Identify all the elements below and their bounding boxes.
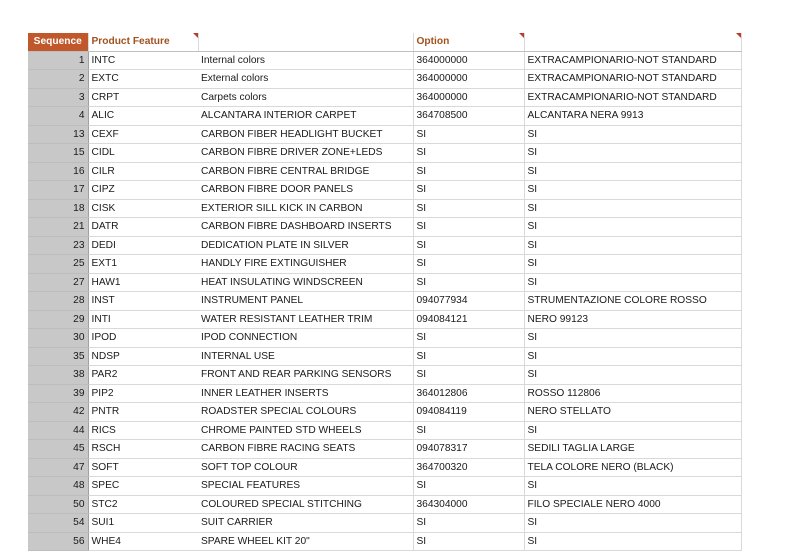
sequence-cell[interactable]: 1 [28, 51, 88, 70]
option-header[interactable] [413, 33, 524, 51]
feature-code-cell[interactable]: WHE4 [88, 532, 198, 551]
sequence-cell[interactable]: 25 [28, 255, 88, 274]
feature-description-cell[interactable]: SUIT CARRIER [198, 514, 413, 533]
table-row [28, 199, 741, 218]
feature-description-cell[interactable]: CARBON FIBER HEADLIGHT BUCKET [198, 125, 413, 144]
sequence-cell[interactable]: 18 [28, 199, 88, 218]
feature-description-cell[interactable]: FRONT AND REAR PARKING SENSORS [198, 366, 413, 385]
table-row [28, 107, 741, 126]
option-description-cell[interactable]: SI [524, 421, 741, 440]
feature-description-cell[interactable]: INNER LEATHER INSERTS [198, 384, 413, 403]
feature-code-cell[interactable]: INST [88, 292, 198, 311]
feature-description-cell[interactable]: SOFT TOP COLOUR [198, 458, 413, 477]
table-row [28, 458, 741, 477]
option-code-cell[interactable]: SI [413, 236, 524, 255]
sequence-cell[interactable]: 15 [28, 144, 88, 163]
feature-description-cell[interactable]: CARBON FIBRE CENTRAL BRIDGE [198, 162, 413, 181]
feature-description-cell[interactable]: EXTERIOR SILL KICK IN CARBON [198, 199, 413, 218]
feature-code-cell[interactable]: DATR [88, 218, 198, 237]
feature-code-cell[interactable]: EXT1 [88, 255, 198, 274]
feature-code-cell[interactable]: SPEC [88, 477, 198, 496]
option-code-cell[interactable]: SI [413, 421, 524, 440]
sequence-cell[interactable]: 13 [28, 125, 88, 144]
feature-code-cell[interactable]: DEDI [88, 236, 198, 255]
feature-code-cell[interactable]: CIDL [88, 144, 198, 163]
sequence-cell[interactable]: 2 [28, 70, 88, 89]
option-description-cell[interactable]: SI [524, 236, 741, 255]
sequence-cell[interactable]: 56 [28, 532, 88, 551]
sequence-cell[interactable]: 44 [28, 421, 88, 440]
feature-code-cell[interactable]: CIPZ [88, 181, 198, 200]
feature-code-cell[interactable]: RICS [88, 421, 198, 440]
table-row [28, 88, 741, 107]
feature-description-cell[interactable]: HANDLY FIRE EXTINGUISHER [198, 255, 413, 274]
table-row [28, 218, 741, 237]
table-row [28, 162, 741, 181]
feature-description-cell[interactable]: IPOD CONNECTION [198, 329, 413, 348]
option-description-cell[interactable]: SI [524, 218, 741, 237]
table-row [28, 532, 741, 551]
table-row [28, 310, 741, 329]
feature-description-cell[interactable]: COLOURED SPECIAL STITCHING [198, 495, 413, 514]
table-row [28, 403, 741, 422]
feature-code-cell[interactable]: NDSP [88, 347, 198, 366]
option-description-cell[interactable]: SI [524, 144, 741, 163]
feature-description-cell[interactable]: CARBON FIBRE DOOR PANELS [198, 181, 413, 200]
option-code-cell[interactable]: 094084119 [413, 403, 524, 422]
option-code-cell[interactable]: 364700320 [413, 458, 524, 477]
comment-flag-icon [736, 33, 741, 38]
sequence-cell[interactable]: 23 [28, 236, 88, 255]
feature-code-cell[interactable]: CILR [88, 162, 198, 181]
product-feature-header-label: Product Feature [91, 36, 170, 47]
feature-description-cell[interactable]: CARBON FIBRE RACING SEATS [198, 440, 413, 459]
feature-description-cell[interactable]: INTERNAL USE [198, 347, 413, 366]
option-code-cell[interactable]: SI [413, 347, 524, 366]
sequence-cell[interactable]: 21 [28, 218, 88, 237]
table-row [28, 384, 741, 403]
sequence-header[interactable]: Sequence [28, 33, 88, 51]
option-description-cell[interactable]: FILO SPECIALE NERO 4000 [524, 495, 741, 514]
option-code-cell[interactable]: SI [413, 125, 524, 144]
feature-code-cell[interactable]: HAW1 [88, 273, 198, 292]
feature-description-cell[interactable]: WATER RESISTANT LEATHER TRIM [198, 310, 413, 329]
table-row [28, 125, 741, 144]
feature-description-cell[interactable]: CARBON FIBRE DRIVER ZONE+LEDS [198, 144, 413, 163]
feature-code-cell[interactable]: EXTC [88, 70, 198, 89]
option-code-cell[interactable]: 364708500 [413, 107, 524, 126]
table-row [28, 440, 741, 459]
feature-code-cell[interactable]: INTI [88, 310, 198, 329]
option-code-cell[interactable]: 364000000 [413, 88, 524, 107]
sequence-cell[interactable]: 16 [28, 162, 88, 181]
option-code-cell[interactable]: 094078317 [413, 440, 524, 459]
sequence-cell[interactable]: 17 [28, 181, 88, 200]
table-row [28, 495, 741, 514]
option-description-header[interactable] [524, 33, 741, 51]
option-code-cell[interactable]: 094077934 [413, 292, 524, 311]
feature-description-cell[interactable]: External colors [198, 70, 413, 89]
sequence-cell[interactable]: 45 [28, 440, 88, 459]
sequence-cell[interactable]: 30 [28, 329, 88, 348]
option-description-cell[interactable]: SI [524, 532, 741, 551]
feature-code-cell[interactable]: INTC [88, 51, 198, 70]
sequence-cell[interactable]: 4 [28, 107, 88, 126]
option-description-cell[interactable]: STRUMENTAZIONE COLORE ROSSO [524, 292, 741, 311]
option-description-cell[interactable]: EXTRACAMPIONARIO-NOT STANDARD [524, 51, 741, 70]
option-code-cell[interactable]: 364000000 [413, 51, 524, 70]
sequence-cell[interactable]: 27 [28, 273, 88, 292]
sequence-cell[interactable]: 39 [28, 384, 88, 403]
option-header-label: Option [416, 36, 450, 47]
sequence-cell[interactable]: 3 [28, 88, 88, 107]
table-row [28, 236, 741, 255]
option-code-cell[interactable]: SI [413, 477, 524, 496]
spreadsheet-table [28, 33, 742, 551]
description-header[interactable] [198, 33, 413, 51]
feature-code-cell[interactable]: IPOD [88, 329, 198, 348]
feature-description-cell[interactable]: CHROME PAINTED STD WHEELS [198, 421, 413, 440]
sequence-cell[interactable]: 28 [28, 292, 88, 311]
feature-description-cell[interactable]: ROADSTER SPECIAL COLOURS [198, 403, 413, 422]
option-description-cell[interactable]: SI [524, 514, 741, 533]
table-row [28, 51, 741, 70]
feature-description-cell[interactable]: HEAT INSULATING WINDSCREEN [198, 273, 413, 292]
feature-description-cell[interactable]: Internal colors [198, 51, 413, 70]
table-row [28, 329, 741, 348]
sequence-cell[interactable]: 35 [28, 347, 88, 366]
sequence-cell[interactable]: 42 [28, 403, 88, 422]
table-row [28, 421, 741, 440]
option-description-cell[interactable]: SI [524, 199, 741, 218]
sequence-cell[interactable]: 38 [28, 366, 88, 385]
feature-code-cell[interactable]: SOFT [88, 458, 198, 477]
table-row [28, 70, 741, 89]
option-description-cell[interactable]: SI [524, 329, 741, 348]
feature-code-cell[interactable]: CRPT [88, 88, 198, 107]
table-row [28, 144, 741, 163]
feature-code-cell[interactable]: CEXF [88, 125, 198, 144]
option-description-cell[interactable]: SI [524, 125, 741, 144]
feature-code-cell[interactable]: STC2 [88, 495, 198, 514]
option-code-cell[interactable]: SI [413, 218, 524, 237]
option-code-cell[interactable]: SI [413, 199, 524, 218]
feature-code-cell[interactable]: CISK [88, 199, 198, 218]
feature-code-cell[interactable]: RSCH [88, 440, 198, 459]
option-code-cell[interactable]: 364000000 [413, 70, 524, 89]
feature-description-cell[interactable]: SPARE WHEEL KIT 20" [198, 532, 413, 551]
option-description-cell[interactable]: EXTRACAMPIONARIO-NOT STANDARD [524, 88, 741, 107]
option-description-cell[interactable]: TELA COLORE NERO (BLACK) [524, 458, 741, 477]
option-code-cell[interactable]: SI [413, 144, 524, 163]
table-row [28, 514, 741, 533]
option-description-cell[interactable]: ROSSO 112806 [524, 384, 741, 403]
option-code-cell[interactable]: SI [413, 366, 524, 385]
option-code-cell[interactable]: SI [413, 514, 524, 533]
option-description-cell[interactable]: SI [524, 162, 741, 181]
option-description-cell[interactable]: SI [524, 255, 741, 274]
option-description-cell[interactable]: SEDILI TAGLIA LARGE [524, 440, 741, 459]
sequence-cell[interactable]: 54 [28, 514, 88, 533]
option-code-cell[interactable]: SI [413, 329, 524, 348]
feature-code-cell[interactable]: ALIC [88, 107, 198, 126]
feature-description-cell[interactable]: INSTRUMENT PANEL [198, 292, 413, 311]
table-row [28, 273, 741, 292]
table-row [28, 255, 741, 274]
option-description-cell[interactable]: NERO 99123 [524, 310, 741, 329]
option-description-cell[interactable]: SI [524, 366, 741, 385]
option-description-cell[interactable]: NERO STELLATO [524, 403, 741, 422]
header-row [28, 33, 741, 51]
comment-flag-icon [519, 33, 524, 38]
option-description-cell[interactable]: SI [524, 273, 741, 292]
table-row [28, 181, 741, 200]
table-row [28, 477, 741, 496]
table-row [28, 347, 741, 366]
option-code-cell[interactable]: 364012806 [413, 384, 524, 403]
option-code-cell[interactable]: 094084121 [413, 310, 524, 329]
feature-description-cell[interactable]: ALCANTARA INTERIOR CARPET [198, 107, 413, 126]
sequence-cell[interactable]: 48 [28, 477, 88, 496]
comment-flag-icon [193, 33, 198, 38]
table-row [28, 292, 741, 311]
sequence-cell[interactable]: 29 [28, 310, 88, 329]
feature-description-cell[interactable]: SPECIAL FEATURES [198, 477, 413, 496]
feature-code-cell[interactable]: PIP2 [88, 384, 198, 403]
option-description-cell[interactable]: ALCANTARA NERA 9913 [524, 107, 741, 126]
product-feature-header[interactable] [88, 33, 198, 51]
sequence-cell[interactable]: 50 [28, 495, 88, 514]
option-description-cell[interactable]: SI [524, 347, 741, 366]
option-code-cell[interactable]: SI [413, 255, 524, 274]
option-description-cell[interactable]: EXTRACAMPIONARIO-NOT STANDARD [524, 70, 741, 89]
option-code-cell[interactable]: SI [413, 532, 524, 551]
feature-code-cell[interactable]: SUI1 [88, 514, 198, 533]
option-description-cell[interactable]: SI [524, 181, 741, 200]
option-code-cell[interactable]: SI [413, 181, 524, 200]
feature-code-cell[interactable]: PNTR [88, 403, 198, 422]
option-code-cell[interactable]: 364304000 [413, 495, 524, 514]
feature-description-cell[interactable]: CARBON FIBRE DASHBOARD INSERTS [198, 218, 413, 237]
feature-code-cell[interactable]: PAR2 [88, 366, 198, 385]
option-code-cell[interactable]: SI [413, 162, 524, 181]
table-row [28, 366, 741, 385]
feature-description-cell[interactable]: Carpets colors [198, 88, 413, 107]
sequence-cell[interactable]: 47 [28, 458, 88, 477]
option-description-cell[interactable]: SI [524, 477, 741, 496]
feature-description-cell[interactable]: DEDICATION PLATE IN SILVER [198, 236, 413, 255]
option-code-cell[interactable]: SI [413, 273, 524, 292]
